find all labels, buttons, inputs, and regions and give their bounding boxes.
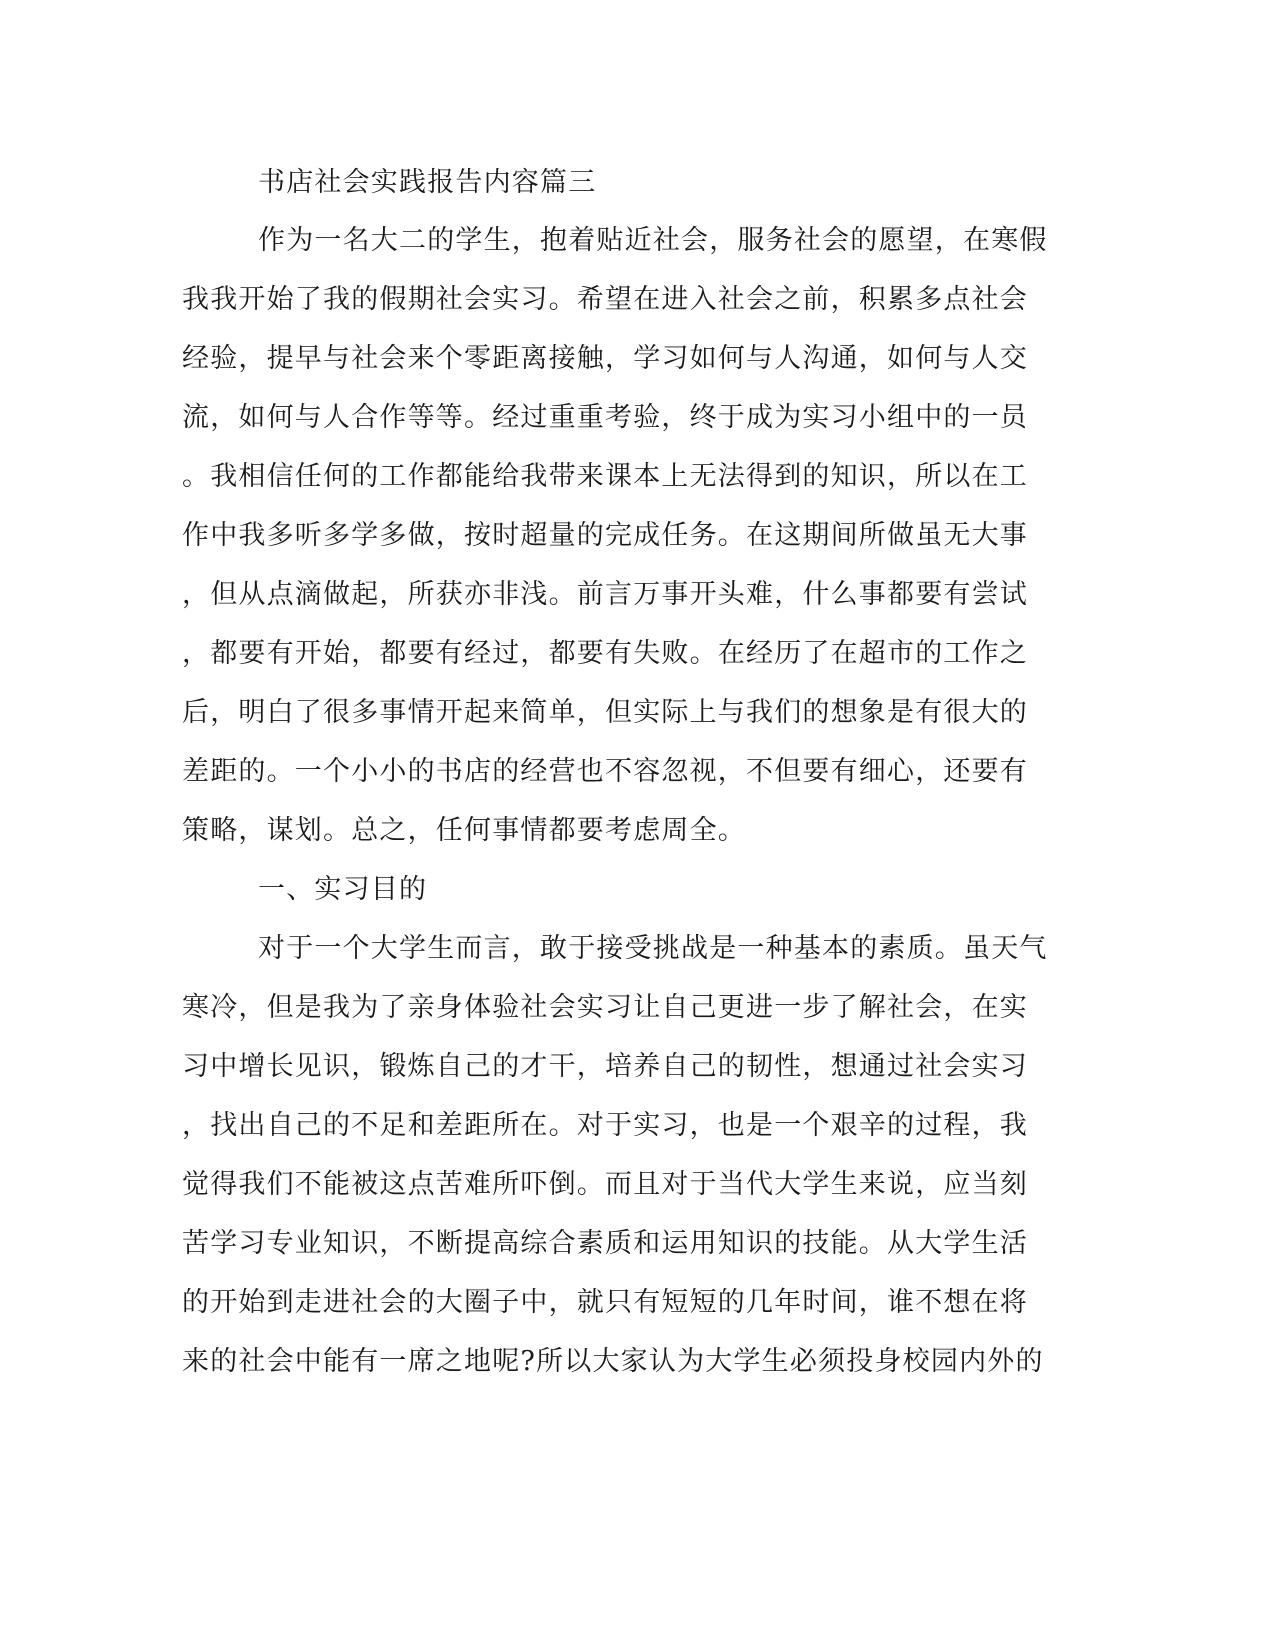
paragraph-line: ，但从点滴做起，所获亦非浅。前言万事开头难，什么事都要有尝试	[182, 579, 1028, 610]
paragraph-line: 后，明白了很多事情开起来简单，但实际上与我们的想象是有很大的	[182, 697, 1028, 728]
paragraph-line: ，都要有开始，都要有经过，都要有失败。在经历了在超市的工作之	[182, 638, 1028, 669]
paragraph-line: 对于一个大学生而言，敢于接受挑战是一种基本的素质。虽天气	[258, 933, 1048, 964]
paragraph-line: 策略，谋划。总之，任何事情都要考虑周全。	[182, 815, 746, 846]
paragraph-line: 习中增长见识，锻炼自己的才干，培养自己的韧性，想通过社会实习	[182, 1051, 1028, 1082]
paragraph-line: 。我相信任何的工作都能给我带来课本上无法得到的知识，所以在工	[182, 461, 1028, 492]
paragraph-line: 作中我多听多学多做，按时超量的完成任务。在这期间所做虽无大事	[182, 520, 1028, 551]
paragraph-line: 觉得我们不能被这点苦难所吓倒。而且对于当代大学生来说，应当刻	[182, 1169, 1028, 1200]
paragraph-line: 我我开始了我的假期社会实习。希望在进入社会之前，积累多点社会	[182, 284, 1028, 315]
paragraph-line: 流，如何与人合作等等。经过重重考验，终于成为实习小组中的一员	[182, 402, 1028, 433]
document-title: 书店社会实践报告内容篇三	[258, 167, 597, 198]
paragraph-line: ，找出自己的不足和差距所在。对于实习，也是一个艰辛的过程，我	[182, 1110, 1028, 1141]
paragraph-line: 寒冷，但是我为了亲身体验社会实习让自己更进一步了解社会，在实	[182, 992, 1028, 1023]
section-heading: 一、实习目的	[258, 874, 428, 905]
paragraph-line: 差距的。一个小小的书店的经营也不容忽视，不但要有细心，还要有	[182, 756, 1028, 787]
paragraph-line: 经验，提早与社会来个零距离接触，学习如何与人沟通，如何与人交	[182, 343, 1028, 374]
paragraph-line: 作为一名大二的学生，抱着贴近社会，服务社会的愿望，在寒假	[258, 225, 1048, 256]
paragraph-line: 的开始到走进社会的大圈子中，就只有短短的几年时间，谁不想在将	[182, 1287, 1028, 1318]
paragraph-line: 来的社会中能有一席之地呢?所以大家认为大学生必须投身校园内外的	[182, 1346, 1044, 1377]
paragraph-line: 苦学习专业知识，不断提高综合素质和运用知识的技能。从大学生活	[182, 1228, 1028, 1259]
